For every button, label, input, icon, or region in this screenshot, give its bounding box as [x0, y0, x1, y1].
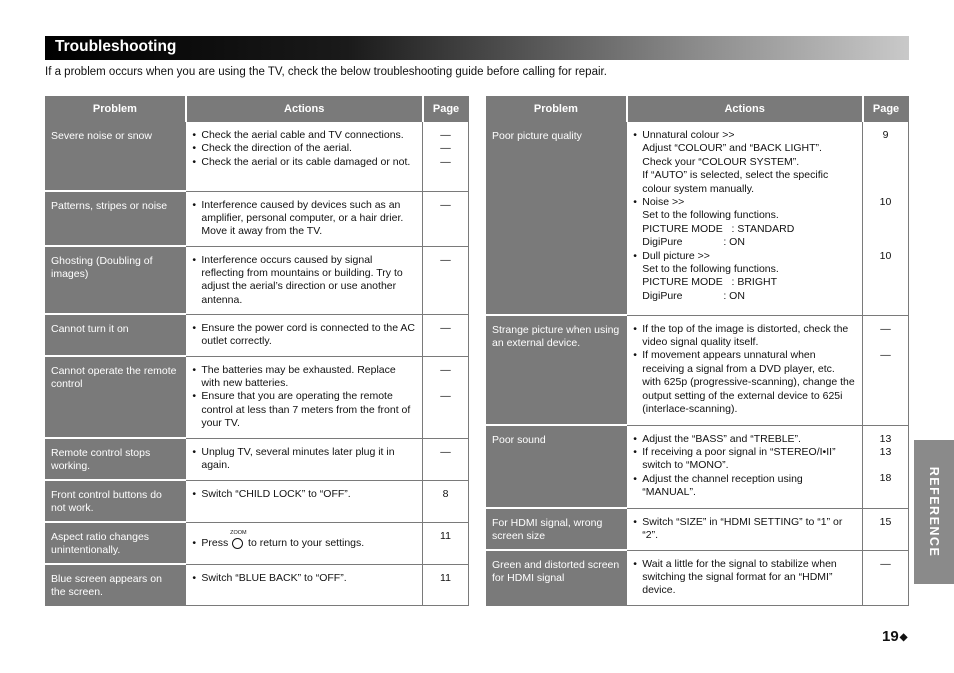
actions-cell [627, 508, 863, 550]
actions-cell [186, 522, 423, 564]
problem-cell: Poor sound [486, 425, 627, 508]
table-row [486, 122, 909, 315]
page-ref: 13 [879, 432, 892, 445]
problem-cell: Cannot operate the remote control [45, 356, 186, 438]
actions-cell [186, 356, 423, 438]
reference-tab-label: REFERENCE [927, 466, 941, 558]
problem-cell: Front control buttons do not work. [45, 480, 186, 522]
actions-cell [627, 425, 863, 508]
page-cell [423, 191, 469, 246]
header-problem: Problem [45, 96, 186, 122]
zoom-button-icon [230, 529, 247, 549]
table-row [45, 522, 469, 564]
page-ref: — [880, 557, 891, 570]
actions-cell [186, 314, 423, 356]
action-item: • Wait a little for the signal to stabilize when switching the signal format for an “HDMI” device. [633, 558, 856, 598]
page-cell [423, 122, 469, 191]
action-detail: PICTURE MODE : STANDARD [642, 222, 795, 235]
page-ref: — [440, 363, 451, 376]
action-item: • Check the aerial cable and TV connections. [192, 129, 416, 142]
page-cell [863, 122, 909, 315]
page-ref: 15 [879, 515, 892, 528]
page-ref: 11 [440, 529, 451, 542]
action-detail: If “AUTO” is selected, select the specific colour system manually. [642, 169, 829, 195]
page-cell [863, 550, 909, 605]
action-detail: DigiPure : ON [642, 289, 745, 302]
action-item: • If receiving a poor signal in “STEREO/I•II” switch to “MONO”. [633, 446, 856, 473]
action-item: • If the top of the image is distorted, check the video signal quality itself. [633, 323, 856, 350]
action-item: • Interference caused by devices such as an amplifier, personal computer, or a hair drier. Move it away from the TV. [192, 199, 416, 239]
actions-cell [186, 480, 423, 522]
action-item: • Adjust the “BASS” and “TREBLE”. [633, 433, 856, 446]
table-row [45, 564, 469, 606]
action-detail: Adjust “COLOUR” and “BACK LIGHT”. [642, 142, 822, 155]
table-row [486, 315, 909, 425]
action-item: • If movement appears unnatural when receiving a signal from a DVD player, etc. with 625p (progressive-scanning), change the output setting of the external device to 625i (interlace-scanning). [633, 349, 856, 416]
problem-cell: Patterns, stripes or noise [45, 191, 186, 246]
page-number-text: 19 [882, 628, 899, 645]
action-detail: Check your “COLOUR SYSTEM”. [642, 155, 800, 168]
table-row [486, 508, 909, 550]
page-ref: — [440, 198, 451, 211]
problem-cell: Strange picture when using an external device. [486, 315, 627, 425]
problem-cell: Cannot turn it on [45, 314, 186, 356]
page-cell [423, 480, 469, 522]
page-cell [423, 438, 469, 480]
action-item: • Interference occurs caused by signal reflecting from mountains or building. Try to adjust the aerial’s direction or use another antenna. [192, 254, 416, 308]
page-ref: 10 [879, 249, 892, 262]
actions-cell [627, 315, 863, 425]
page-arrow-icon: ◆ [899, 632, 908, 643]
page-ref: 10 [879, 196, 892, 209]
page-cell [423, 522, 469, 564]
page-cell [423, 246, 469, 314]
table-row [45, 314, 469, 356]
action-item [192, 529, 416, 550]
problem-cell: Aspect ratio changes unintentionally. [45, 522, 186, 564]
action-item: • Switch “SIZE” in “HDMI SETTING” to “1” or “2”. [633, 516, 856, 543]
troubleshooting-table-right [486, 96, 909, 606]
page-cell [423, 314, 469, 356]
action-detail: PICTURE MODE : BRIGHT [642, 276, 777, 289]
actions-cell [627, 122, 863, 315]
action-item: • Switch “BLUE BACK” to “OFF”. [192, 572, 416, 585]
actions-cell [186, 564, 423, 606]
table-row [45, 356, 469, 438]
page-cell [863, 425, 909, 508]
action-item: • Check the aerial or its cable damaged or not. [192, 156, 416, 169]
intro-text: If a problem occurs when you are using the TV, check the below troubleshooting guide before calling for repair. [45, 66, 607, 78]
action-detail: DigiPure : ON [642, 236, 745, 249]
problem-cell: Green and distorted screen for HDMI signal [486, 550, 627, 605]
actions-cell [186, 191, 423, 246]
page-ref: 11 [440, 571, 451, 584]
table-row [45, 191, 469, 246]
page-cell [423, 564, 469, 606]
header-actions: Actions [186, 96, 423, 122]
page-ref: 18 [879, 472, 892, 485]
page-ref: — [440, 321, 451, 334]
action-item: • The batteries may be exhausted. Replace with new batteries. [192, 364, 416, 391]
header-page: Page [863, 96, 909, 122]
problem-cell: Blue screen appears on the screen. [45, 564, 186, 606]
table-row [45, 438, 469, 480]
page-cell [863, 315, 909, 425]
page-ref: 13 [879, 445, 892, 458]
action-item: • Unnatural colour >> [633, 129, 856, 142]
problem-cell: Poor picture quality [486, 122, 627, 315]
page-ref: — [440, 445, 451, 458]
problem-cell: Ghosting (Doubling of images) [45, 246, 186, 314]
action-rest-text: to return to your settings. [248, 536, 365, 549]
action-item: • Switch “CHILD LOCK” to “OFF”. [192, 488, 416, 501]
action-item: • Ensure the power cord is connected to the AC outlet correctly. [192, 322, 416, 349]
actions-cell [186, 246, 423, 314]
actions-cell [627, 550, 863, 605]
action-item: • Unplug TV, several minutes later plug it in again. [192, 446, 416, 473]
table-row [45, 246, 469, 314]
page-ref: — [440, 253, 451, 266]
page-ref: — [880, 348, 891, 361]
action-item: • Ensure that you are operating the remote control at less than 7 meters from the front of your TV. [192, 390, 416, 430]
page-ref: — [440, 155, 451, 168]
page-ref: 8 [442, 487, 449, 500]
action-item: • Check the direction of the aerial. [192, 142, 416, 155]
page-ref: — [880, 322, 891, 335]
action-press-text: Press [201, 536, 229, 549]
problem-cell: Severe noise or snow [45, 122, 186, 191]
page-ref: — [440, 142, 451, 155]
action-item: • Noise >> [633, 196, 856, 209]
header-actions: Actions [627, 96, 863, 122]
page-cell [863, 508, 909, 550]
table-row [45, 480, 469, 522]
actions-cell [186, 122, 423, 191]
reference-side-tab [914, 440, 954, 584]
page-cell [423, 356, 469, 438]
troubleshooting-table-left [45, 96, 469, 606]
zoom-label: ZOOM [230, 529, 247, 536]
action-detail: Set to the following functions. [642, 209, 779, 222]
action-item: • Dull picture >> [633, 250, 856, 263]
action-item: • Adjust the channel reception using “MANUAL”. [633, 473, 856, 500]
title-bar [45, 36, 909, 60]
page-title: Troubleshooting [55, 38, 177, 55]
header-problem: Problem [486, 96, 627, 122]
table-row [486, 425, 909, 508]
header-page: Page [423, 96, 469, 122]
actions-cell [186, 438, 423, 480]
problem-cell: Remote control stops working. [45, 438, 186, 480]
page-ref: — [440, 129, 451, 141]
table-row [45, 122, 469, 191]
problem-cell: For HDMI signal, wrong screen size [486, 508, 627, 550]
page-ref: 9 [882, 129, 889, 141]
table-row [486, 550, 909, 605]
page-ref: — [440, 389, 451, 402]
page-number [882, 628, 907, 645]
action-detail: Set to the following functions. [642, 263, 779, 276]
